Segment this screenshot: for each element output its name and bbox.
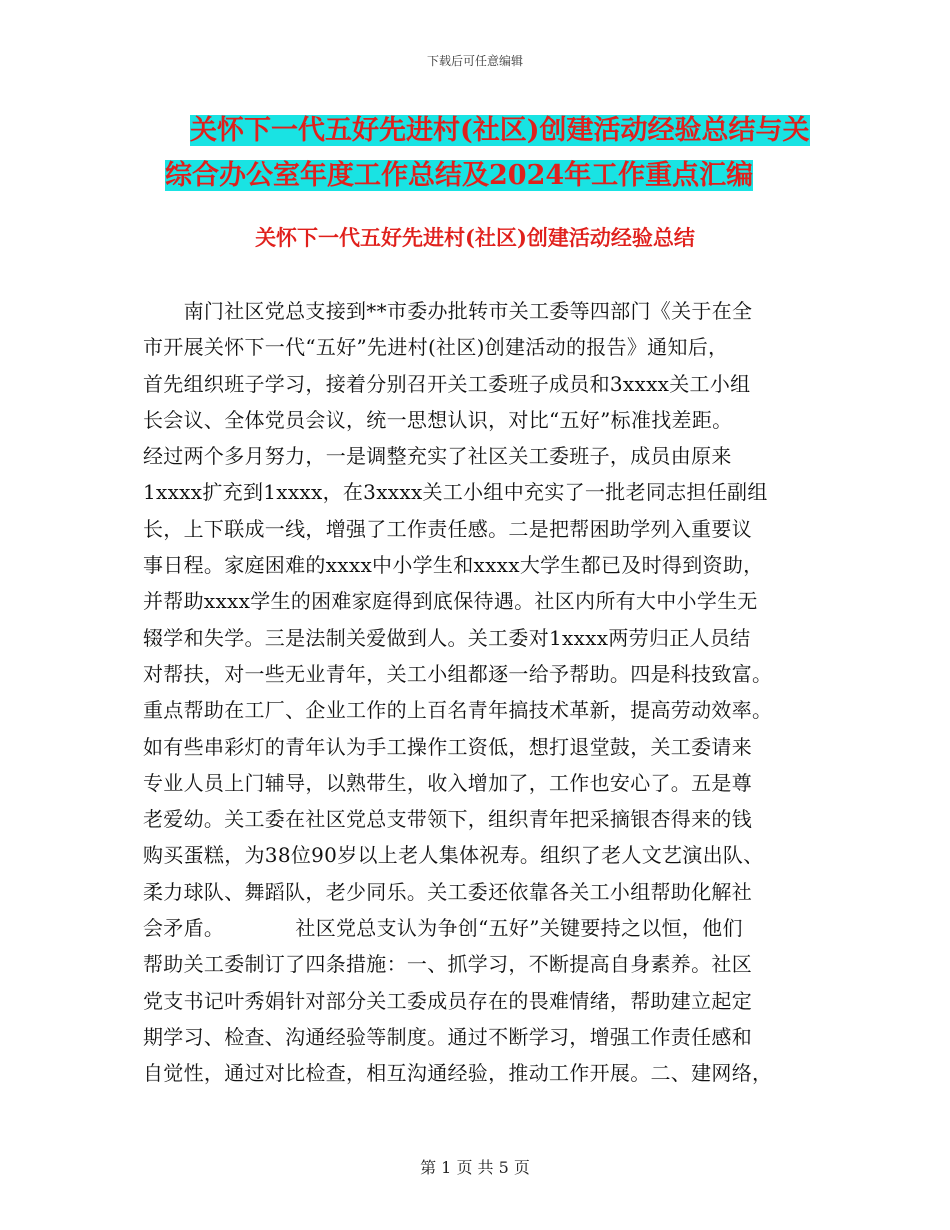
body-line: 会矛盾。 社区党总支认为争创“五好”关键要持之以恒，他们 [143,916,743,941]
document-title-line-2 [165,153,830,198]
body-line: 购买蛋糕，为38位90岁以上老人集体祝寿。组织了老人文艺演出队、 [143,843,764,868]
page-header-note: 下载后可任意编辑 [426,54,523,68]
body-line: 经过两个多月努力，一是调整充实了社区关工委班子，成员由原来 [143,444,732,469]
section-title: 关怀下一代五好先进村(社区)创建活动经验总结 [255,225,695,250]
document-title-line-1-text: 关怀下一代五好先进村(社区)创建活动经验总结与关 [190,115,810,146]
document-title-line-1 [190,108,830,153]
body-line: 重点帮助在工厂、企业工作的上百名青年搞技术革新，提高劳动效率。 [143,698,773,723]
body-line: 老爱幼。关工委在社区党总支带领下，组织青年把采摘银杏得来的钱 [143,807,752,832]
body-line: 辍学和失学。三是法制关爱做到人。关工委对1xxxx两劳归正人员结 [143,625,751,650]
body-line: 柔力球队、舞蹈队，老少同乐。关工委还依靠各关工小组帮助化解社 [143,879,752,904]
body-line: 对帮扶，对一些无业青年，关工小组都逐一给予帮助。四是科技致富。 [143,661,773,686]
body-line: 市开展关怀下一代“五好”先进村(社区)创建活动的报告》通知后， [143,335,729,360]
body-paragraph [143,293,808,1092]
body-line: 如有些串彩灯的青年认为手工操作工资低，想打退堂鼓，关工委请来 [143,734,752,759]
body-line: 党支书记叶秀娟针对部分关工委成员存在的畏难情绪，帮助建立起定 [143,988,752,1013]
body-line: 首先组织班子学习，接着分别召开关工委班子成员和3xxxx关工小组 [143,371,751,396]
body-line: 长，上下联成一线，增强了工作责任感。二是把帮困助学列入重要议 [143,516,752,541]
body-line: 并帮助xxxx学生的困难家庭得到底保待遇。社区内所有大中小学生无 [143,589,758,614]
body-line: 专业人员上门辅导，以熟带生，收入增加了，工作也安心了。五是尊 [143,770,752,795]
page-number-footer: 第 1 页 共 5 页 [420,1158,530,1177]
body-line: 事日程。家庭困难的xxxx中小学生和xxxx大学生都已及时得到资助， [143,553,764,578]
body-line: 期学习、检查、沟通经验等制度。通过不断学习，增强工作责任感和 [143,1024,752,1049]
body-line: 长会议、全体党员会议，统一思想认识，对比“五好”标准找差距。 [143,407,733,432]
body-line: 自觉性，通过对比检查，相互沟通经验，推动工作开展。二、建网络， [143,1061,773,1086]
document-title-line-2-text: 综合办公室年度工作总结及2024年工作重点汇编 [165,160,754,191]
body-line: 南门社区党总支接到**市委办批转市关工委等四部门《关于在全 [143,299,753,323]
body-line: 1xxxx扩充到1xxxx，在3xxxx关工小组中充实了一批老同志担任副组 [143,480,768,505]
document-title [165,108,830,198]
body-line: 帮助关工委制订了四条措施：一、抓学习，不断提高自身素养。社区 [143,952,752,977]
